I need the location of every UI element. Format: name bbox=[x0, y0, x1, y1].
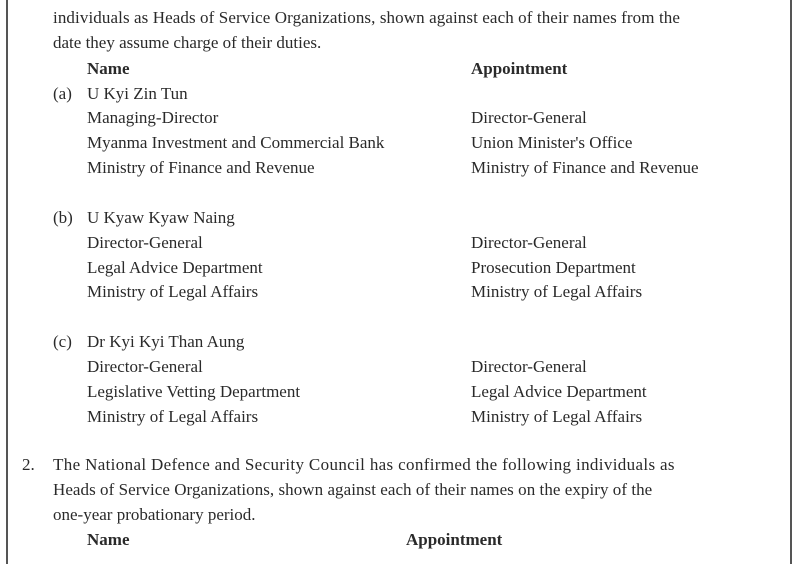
entry-to-line: Director-General bbox=[471, 357, 587, 376]
column-header-name: Name bbox=[87, 59, 130, 78]
entry-from-line: Legislative Vetting Department bbox=[87, 382, 301, 401]
entry-to-line: Ministry of Finance and Revenue bbox=[471, 158, 699, 177]
entry-to-line: Director-General bbox=[471, 233, 587, 252]
entry-from-line: Ministry of Finance and Revenue bbox=[87, 158, 315, 177]
entry-to-line: Union Minister's Office bbox=[471, 133, 633, 152]
entry-from-line: Managing-Director bbox=[87, 108, 219, 127]
entry-to-line: Legal Advice Department bbox=[471, 382, 647, 401]
entry-label: (a) bbox=[53, 84, 72, 103]
entry-from-line: Myanma Investment and Commercial Bank bbox=[87, 133, 385, 152]
entry-from-line: Director-General bbox=[87, 357, 203, 376]
paragraph-line: Heads of Service Organizations, shown against each of their names on the expiry of the bbox=[53, 480, 653, 499]
column-header-appointment: Appointment bbox=[406, 530, 503, 549]
entry-from-line: Ministry of Legal Affairs bbox=[87, 407, 259, 426]
intro-line-1: individuals as Heads of Service Organizations, shown against each of their names from the bbox=[53, 8, 681, 27]
entry-person-name: U Kyaw Kyaw Naing bbox=[87, 208, 235, 227]
intro-line-2: date they assume charge of their duties. bbox=[53, 33, 322, 52]
entry-to-line: Director-General bbox=[471, 108, 587, 127]
entry-to-line: Prosecution Department bbox=[471, 258, 636, 277]
entry-to-line: Ministry of Legal Affairs bbox=[471, 282, 643, 301]
paragraph-line: The National Defence and Security Council has confirmed the following individuals as bbox=[53, 455, 675, 474]
column-header-appointment: Appointment bbox=[471, 59, 568, 78]
entry-from-line: Director-General bbox=[87, 233, 203, 252]
paragraph-line: one-year probationary period. bbox=[53, 505, 256, 524]
entry-label: (b) bbox=[53, 208, 73, 227]
entry-label: (c) bbox=[53, 332, 72, 351]
column-header-name: Name bbox=[87, 530, 130, 549]
entry-from-line: Ministry of Legal Affairs bbox=[87, 282, 259, 301]
entry-person-name: Dr Kyi Kyi Than Aung bbox=[87, 332, 245, 351]
entry-to-line: Ministry of Legal Affairs bbox=[471, 407, 643, 426]
paragraph-number: 2. bbox=[22, 455, 35, 474]
entry-from-line: Legal Advice Department bbox=[87, 258, 263, 277]
entry-person-name: U Kyi Zin Tun bbox=[87, 84, 188, 103]
